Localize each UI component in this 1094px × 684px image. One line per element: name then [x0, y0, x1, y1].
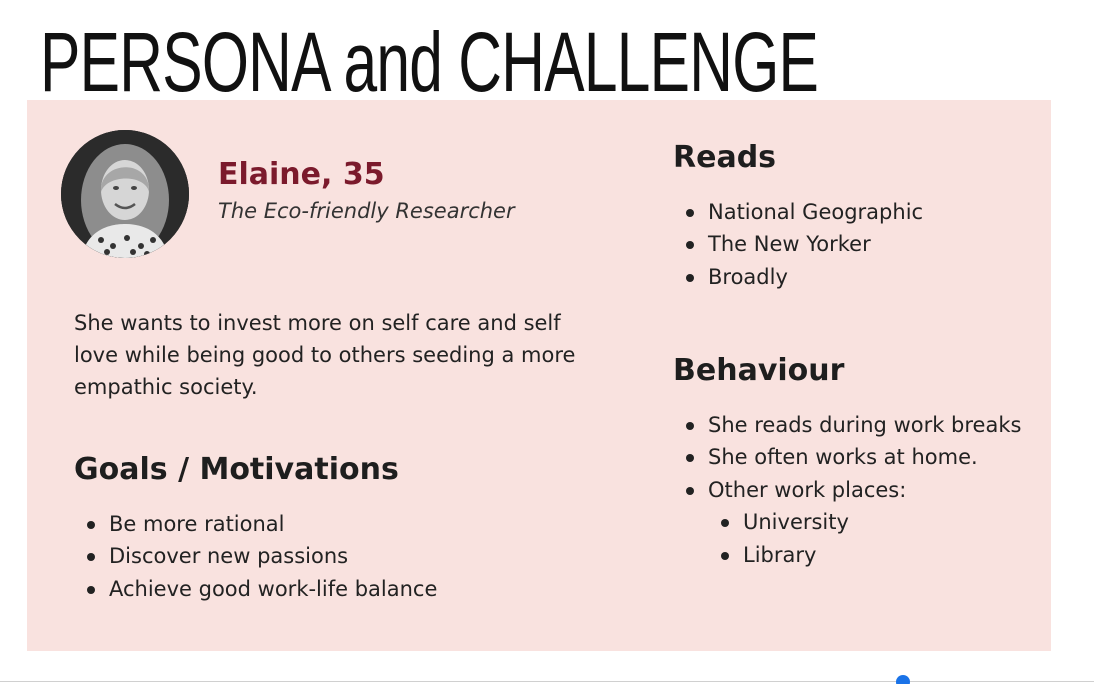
sub-list-item: Library: [673, 539, 1021, 571]
reads-list: [673, 196, 923, 293]
persona-name: Elaine, 35: [218, 157, 385, 192]
persona-photo: [61, 130, 189, 258]
scroll-indicator[interactable]: [896, 675, 910, 684]
goals-list: [74, 508, 437, 605]
goals-heading: Goals / Motivations: [74, 452, 399, 487]
bottom-divider: [0, 681, 1094, 682]
sub-list-item: University: [673, 506, 1021, 538]
persona-panel: [27, 100, 1051, 651]
persona-role: The Eco-friendly Researcher: [218, 199, 515, 223]
persona-avatar: [61, 130, 189, 258]
list-item: Other work places:: [673, 474, 1021, 506]
list-item: Achieve good work-life balance: [74, 573, 437, 605]
list-item: Be more rational: [74, 508, 437, 540]
list-item: Discover new passions: [74, 540, 437, 572]
slide-title: PERSONA and CHALLENGE: [40, 15, 819, 109]
list-item: National Geographic: [673, 196, 923, 228]
reads-heading: Reads: [673, 140, 777, 175]
behaviour-list: [673, 409, 1021, 571]
list-item: She reads during work breaks: [673, 409, 1021, 441]
list-item: Broadly: [673, 261, 923, 293]
behaviour-heading: Behaviour: [673, 353, 845, 388]
list-item: The New Yorker: [673, 228, 923, 260]
list-item: She often works at home.: [673, 441, 1021, 473]
persona-intro: She wants to invest more on self care and self love while being good to others seeding a more empathic society.: [74, 311, 576, 399]
